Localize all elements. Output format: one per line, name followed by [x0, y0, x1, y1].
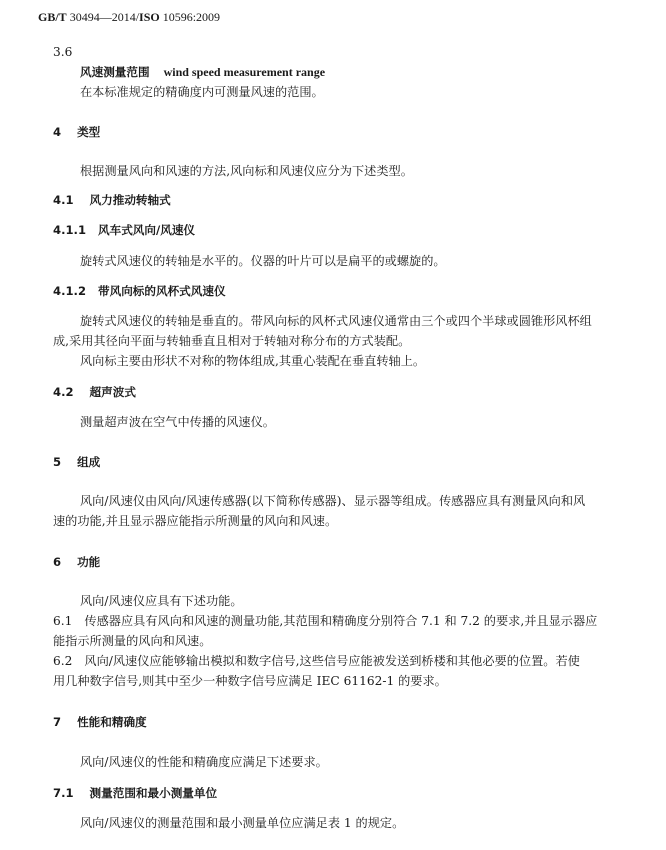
- section-number: 4.1.2: [53, 284, 87, 298]
- section-title: 组成: [77, 455, 101, 469]
- section-number: 4.1: [53, 193, 74, 207]
- section-4-1-2-heading: [53, 283, 226, 299]
- clause-6-2-line2: 用几种数字信号,则其中至少一种数字信号应满足 IEC 61162-1 的要求。: [53, 674, 447, 688]
- section-title: 带风向标的风杯式风速仪: [98, 284, 226, 298]
- section-6-heading: [53, 554, 100, 570]
- section-title: 测量范围和最小测量单位: [89, 786, 218, 800]
- clause-6-1-line1: [53, 613, 597, 629]
- clause-text: 风向/风速仪应能够输出模拟和数字信号,这些信号应能被发送到桥楼和其他必要的位置。若使: [84, 654, 580, 668]
- section-number: 4: [53, 125, 62, 139]
- section-7-heading: [53, 714, 147, 730]
- iso-number: 10596:2009: [159, 10, 221, 24]
- section-4-1-2-paragraph-line1: 旋转式风速仪的转轴是垂直的。带风向标的风杯式风速仪通常由三个或四个半球或圆锥形风杯组: [80, 314, 592, 328]
- section-number: 5: [53, 455, 62, 469]
- section-6-intro: 风向/风速仪应具有下述功能。: [80, 594, 243, 608]
- section-4-1-1-heading: [53, 222, 195, 238]
- section-number: 6: [53, 555, 62, 569]
- section-title: 类型: [77, 125, 101, 139]
- section-title: 风车式风向/风速仪: [98, 223, 196, 237]
- clause-number: 6.2: [53, 654, 73, 668]
- std-prefix: GB/T: [38, 10, 67, 24]
- section-7-paragraph: 风向/风速仪的性能和精确度应满足下述要求。: [80, 755, 328, 769]
- section-4-paragraph: 根据测量风向和风速的方法,风向标和风速仪应分为下述类型。: [80, 164, 413, 178]
- section-title: 超声波式: [89, 385, 136, 399]
- section-4-1-2-paragraph-line2: 成,采用其径向平面与转轴垂直且相对于转轴对称分布的方式装配。: [53, 334, 411, 348]
- clause-6-2-line1: [53, 653, 580, 669]
- section-7-1-heading: [53, 785, 217, 801]
- clause-3-6-number: 3.6: [53, 45, 73, 59]
- section-4-2-heading: [53, 384, 136, 400]
- section-5-heading: [53, 454, 100, 470]
- term-en: wind speed measurement range: [163, 65, 326, 79]
- iso-prefix: ISO: [139, 10, 160, 24]
- section-4-1-heading: [53, 192, 171, 208]
- section-number: 4.2: [53, 385, 74, 399]
- clause-3-6-term: [80, 64, 325, 80]
- section-4-2-paragraph: 测量超声波在空气中传播的风速仪。: [80, 415, 275, 429]
- section-5-paragraph-line1: 风向/风速仪由风向/风速传感器(以下简称传感器)、显示器等组成。传感器应具有测量风向和风: [80, 494, 586, 508]
- clause-6-1-line2: 能指示所测量的风向和风速。: [53, 634, 212, 648]
- standard-header: [38, 10, 220, 25]
- section-title: 性能和精确度: [77, 715, 147, 729]
- section-title: 风力推动转轴式: [89, 193, 171, 207]
- section-number: 7.1: [53, 786, 74, 800]
- clause-3-6-definition: 在本标准规定的精确度内可测量风速的范围。: [80, 85, 324, 99]
- section-title: 功能: [77, 555, 101, 569]
- section-4-1-2-paragraph2: 风向标主要由形状不对称的物体组成,其重心装配在垂直转轴上。: [80, 354, 426, 368]
- clause-text: 传感器应具有风向和风速的测量功能,其范围和精确度分别符合 7.1 和 7.2 的要求,并且显示器应: [84, 614, 598, 628]
- section-4-1-1-paragraph: 旋转式风速仪的转轴是水平的。仪器的叶片可以是扁平的或螺旋的。: [80, 254, 446, 268]
- clause-number: 6.1: [53, 614, 73, 628]
- section-number: 7: [53, 715, 62, 729]
- section-4-heading: [53, 124, 100, 140]
- std-number: 30494—2014/: [66, 10, 140, 24]
- term-cn: 风速测量范围: [80, 65, 150, 79]
- section-5-paragraph-line2: 速的功能,并且显示器应能指示所测量的风向和风速。: [53, 514, 338, 528]
- section-number: 4.1.1: [53, 223, 87, 237]
- section-7-1-paragraph: 风向/风速仪的测量范围和最小测量单位应满足表 1 的规定。: [80, 816, 405, 830]
